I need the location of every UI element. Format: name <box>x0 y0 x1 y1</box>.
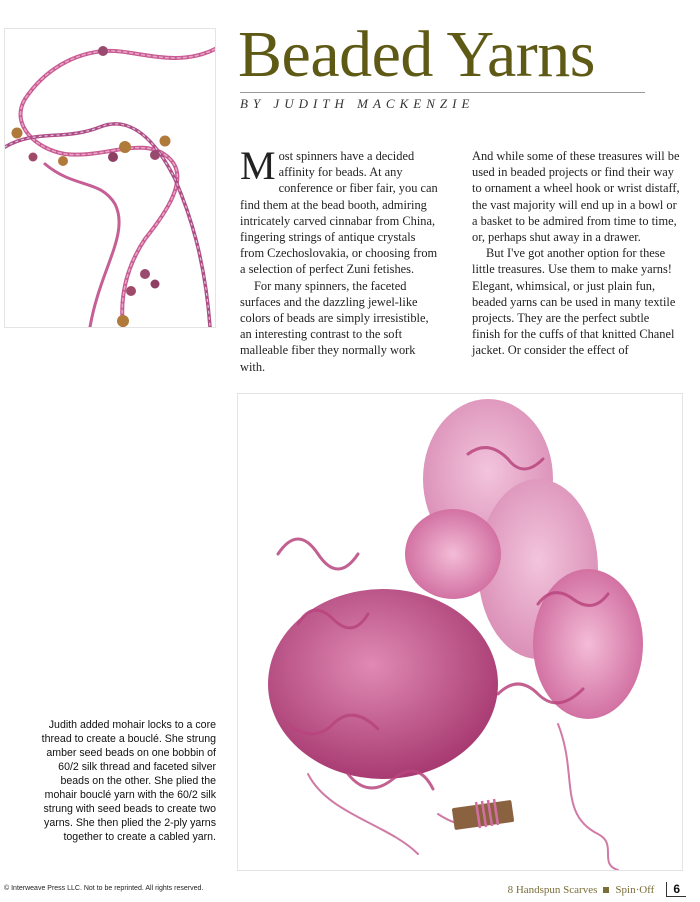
body-column-2 <box>472 148 680 359</box>
mohair-yarn-photo <box>237 393 683 871</box>
body-paragraph: And while some of these treasures will be used in beaded projects or find their way to ornament a wheel hook or wrist distaff, the vast majority will end up in a bowl or a basket to be admired from time to time, or, perhaps shut away in a drawer. <box>472 149 680 245</box>
body-column-1 <box>240 143 440 375</box>
magazine-name: Spin·Off <box>615 883 655 896</box>
beaded-yarn-photo <box>4 28 216 328</box>
page-footer <box>508 882 686 897</box>
title-divider <box>240 92 645 93</box>
publication-title: 8 Handspun Scarves <box>507 883 598 896</box>
page-number: 6 <box>666 882 686 897</box>
footer-square-icon <box>603 887 609 893</box>
body-paragraph: But I've got another option for these little treasures. Use them to make yarns! Elegant, whimsical, or just plain fun, beaded yarns can be used in many textile projects. They are the perfect subtle finish for the cuffs of that knitted Chanel jacket. Or consider the effect of <box>472 246 676 358</box>
byline: BY JUDITH MACKENZIE <box>240 96 475 111</box>
body-text: ost spinners have a decided affinity for beads. At any conference or fiber fair, you can find them at the bead booth, admiring intricately carved cinnabar from China, fingering strings of antique crystals from Czechoslovakia, or choosing from a selection of perfect Zuni fetishes. <box>240 149 438 277</box>
body-paragraph: For many spinners, the faceted surfaces and the dazzling jewel-like colors of beads are simply irresistible, an interesting contrast to the soft malleable fiber they normally work with. <box>240 278 429 374</box>
drop-cap: M <box>240 143 276 188</box>
body-paragraph <box>240 143 440 278</box>
photo-caption: Judith added mohair locks to a core thread to create a bouclé. She strung amber seed beads on one bobbin of 60/2 silk thread and faceted silver beads on the other. She plied the mohair bouclé yarn with the 60/2 silk strung with seed beads to create two yarns. She then plied the 2-ply yarns together to create a cabled yarn. <box>41 719 216 843</box>
article-title: Beaded Yarns <box>238 18 595 91</box>
copyright-notice: © Interweave Press LLC. Not to be reprinted. All rights reserved. <box>4 885 204 892</box>
